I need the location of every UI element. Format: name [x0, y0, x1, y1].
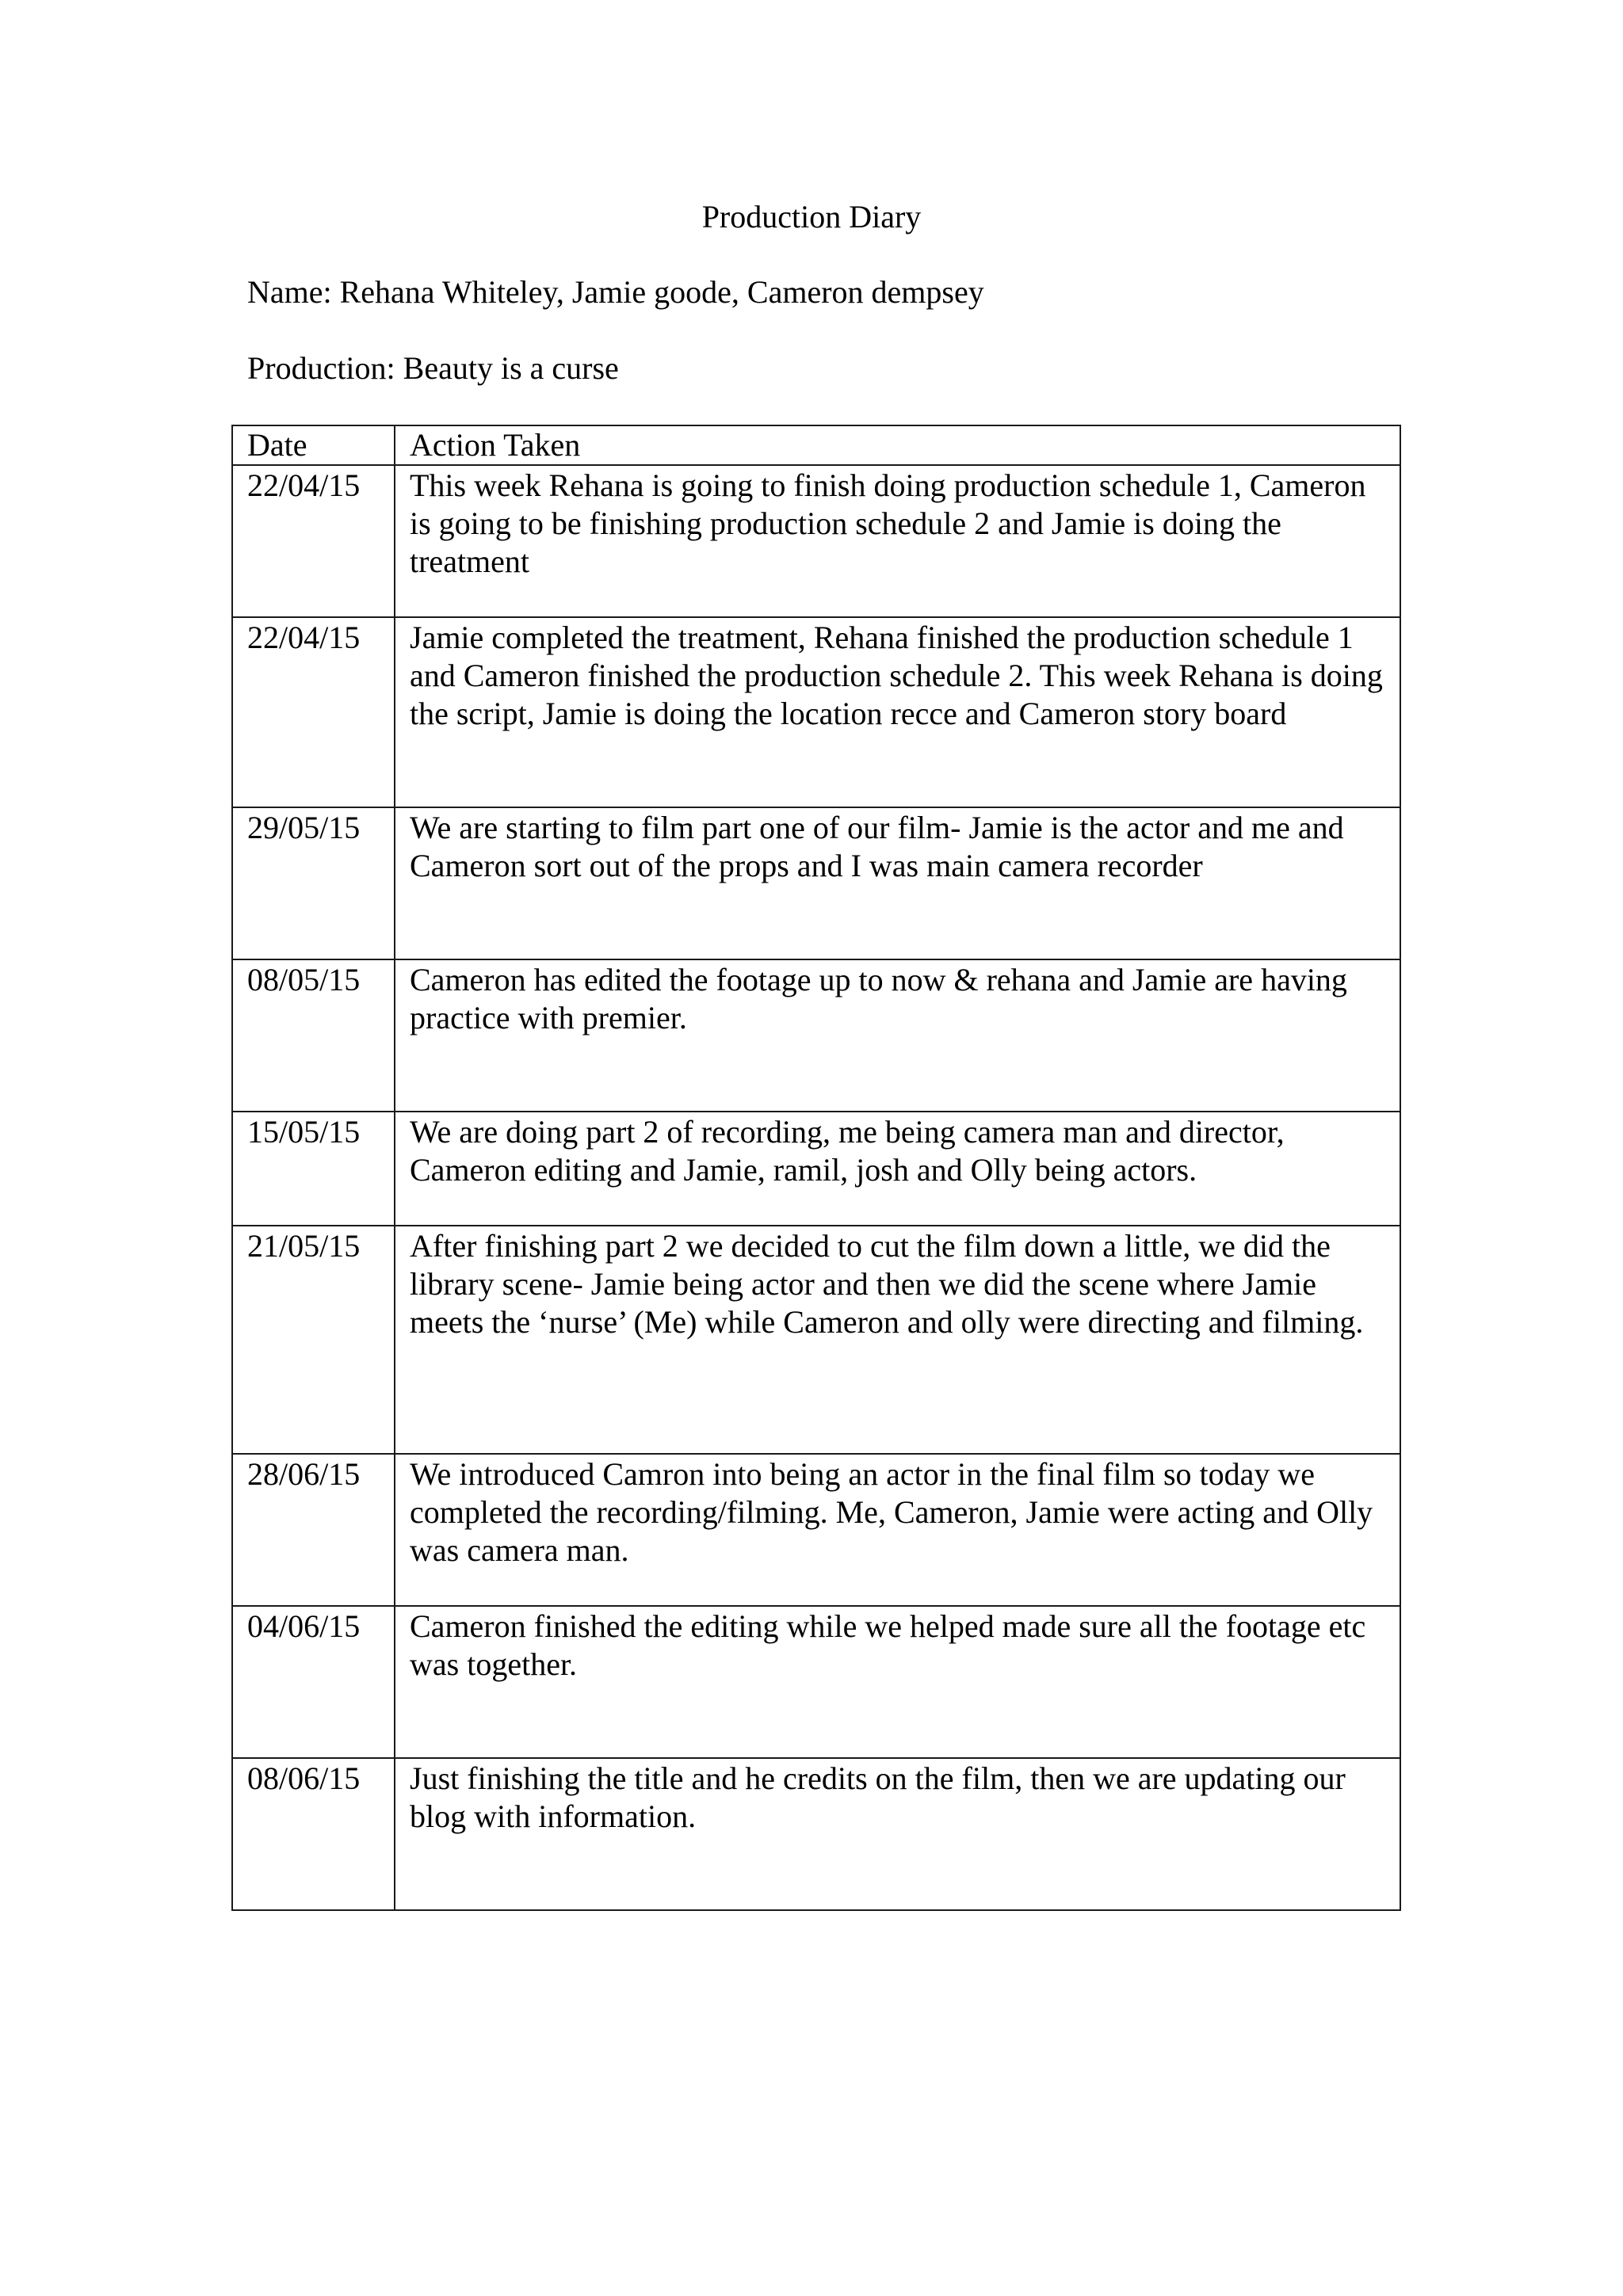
table-row	[232, 465, 1400, 617]
header-action-taken: Action Taken	[395, 425, 1400, 465]
row-action: After finishing part 2 we decided to cut the film down a little, we did the library scene- Jamie being actor and then we did the scene where Jamie meets the ‘nurse’ (Me) while Cameron and olly were directing and filming.	[395, 1226, 1400, 1454]
row-date: 21/05/15	[232, 1226, 395, 1454]
row-action: Just finishing the title and he credits on the film, then we are updating our blog with information.	[395, 1758, 1400, 1910]
table-row	[232, 807, 1400, 959]
row-date: 15/05/15	[232, 1112, 395, 1226]
header-date: Date	[232, 425, 395, 465]
table-row	[232, 1112, 1400, 1226]
table-header-row	[232, 425, 1400, 465]
row-action: We are starting to film part one of our film- Jamie is the actor and me and Cameron sort out of the props and I was main camera recorder	[395, 807, 1400, 959]
table-row	[232, 1758, 1400, 1910]
row-date: 08/05/15	[232, 959, 395, 1112]
row-action: Jamie completed the treatment, Rehana finished the production schedule 1 and Cameron finished the production schedule 2. This week Rehana is doing the script, Jamie is doing the location recce and Cameron story board	[395, 617, 1400, 807]
row-action: This week Rehana is going to finish doing production schedule 1, Cameron is going to be finishing production schedule 2 and Jamie is doing the treatment	[395, 465, 1400, 617]
row-date: 28/06/15	[232, 1454, 395, 1606]
diary-table	[231, 425, 1401, 1911]
production-line: Production: Beauty is a curse	[247, 350, 619, 386]
row-date: 22/04/15	[232, 617, 395, 807]
row-date: 29/05/15	[232, 807, 395, 959]
row-date: 22/04/15	[232, 465, 395, 617]
row-action: Cameron finished the editing while we helped made sure all the footage etc was together.	[395, 1606, 1400, 1758]
table-row	[232, 617, 1400, 807]
row-action: We are doing part 2 of recording, me being camera man and director, Cameron editing and Jamie, ramil, josh and Olly being actors.	[395, 1112, 1400, 1226]
row-action: We introduced Camron into being an actor in the final film so today we completed the recording/filming. Me, Cameron, Jamie were acting and Olly was camera man.	[395, 1454, 1400, 1606]
table-row	[232, 1606, 1400, 1758]
document-title: Production Diary	[701, 199, 922, 235]
table-row	[232, 1454, 1400, 1606]
table-row	[232, 1226, 1400, 1454]
name-line: Name: Rehana Whiteley, Jamie goode, Cameron dempsey	[247, 274, 984, 310]
row-date: 04/06/15	[232, 1606, 395, 1758]
table-row	[232, 959, 1400, 1112]
row-action: Cameron has edited the footage up to now & rehana and Jamie are having practice with premier.	[395, 959, 1400, 1112]
row-date: 08/06/15	[232, 1758, 395, 1910]
